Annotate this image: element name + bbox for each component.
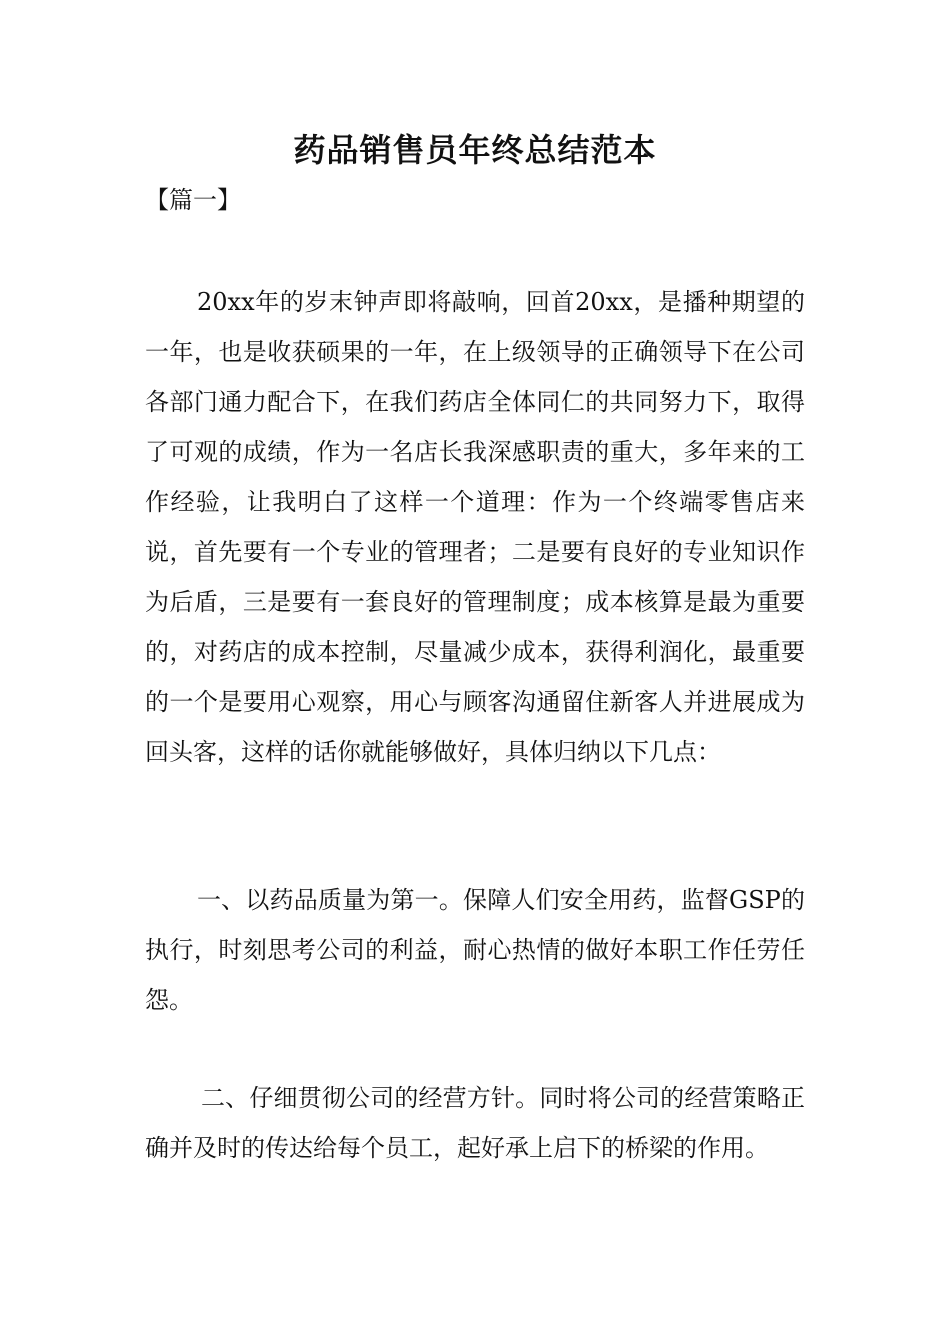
paragraph-point-one: 一、以药品质量为第一。保障人们安全用药，监督GSP的执行，时刻思考公司的利益，耐心热情的做好本职工作任劳任怨。 — [145, 886, 805, 1014]
document-title: 药品销售员年终总结范本 — [293, 131, 657, 169]
paragraph-point-two: 二、仔细贯彻公司的经营方针。同时将公司的经营策略正确并及时的传达给每个员工，起好承上启下的桥梁的作用。 — [145, 1084, 805, 1162]
section-label: 【篇一】 — [145, 186, 241, 214]
paragraph-intro: 20xx年的岁末钟声即将敲响，回首20xx，是播种期望的一年，也是收获硕果的一年，在上级领导的正确领导下在公司各部门通力配合下，在我们药店全体同仁的共同努力下，取得了可观的成绩，作为一名店长我深感职责的重大，多年来的工作经验，让我明白了这样一个道理：作为一个终端零售店来说，首先要有一个专业的管理者；二是要有良好的专业知识作为后盾，三是要有一套良好的管理制度；成本核算是最为重要的，对药店的成本控制，尽量减少成本，获得利润化，最重要的一个是要用心观察，用心与顾客沟通留住新客人并进展成为回头客，这样的话你就能够做好，具体归纳以下几点： — [145, 288, 805, 766]
